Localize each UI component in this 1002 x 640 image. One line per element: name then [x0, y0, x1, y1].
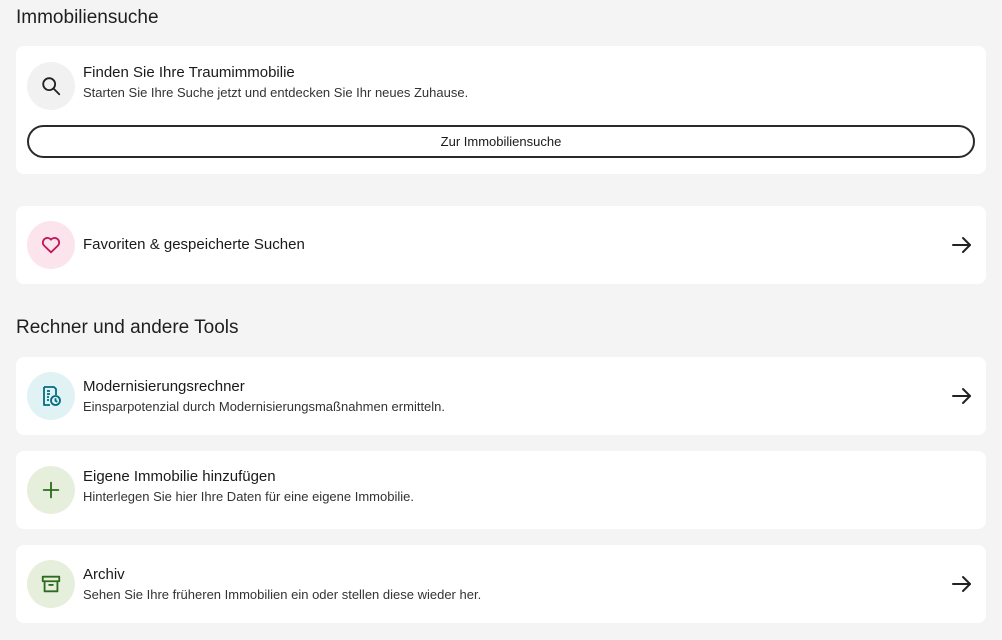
favorites-card[interactable] — [16, 206, 986, 284]
modernization-calculator-card[interactable] — [16, 357, 986, 435]
section-title-tools: Rechner und andere Tools — [16, 317, 239, 338]
plus-icon — [40, 479, 62, 501]
search-card-title: Finden Sie Ihre Traumimmobilie — [83, 64, 295, 81]
archive-card[interactable] — [16, 545, 986, 623]
search-button[interactable]: Zur Immobiliensuche — [27, 125, 975, 158]
search-icon-circle — [27, 62, 75, 110]
modernization-card-title: Modernisierungsrechner — [83, 378, 245, 395]
search-card — [16, 46, 986, 174]
section-title-immobiliensuche: Immobiliensuche — [16, 7, 159, 28]
archive-box-icon — [40, 573, 62, 595]
archive-icon-circle — [27, 560, 75, 608]
calculator-document-icon — [39, 384, 63, 408]
archive-card-title: Archiv — [83, 566, 125, 583]
modernization-card-subtitle: Einsparpotenzial durch Modernisierungsmaßnahmen ermitteln. — [83, 399, 446, 414]
add-property-card[interactable] — [16, 451, 986, 529]
arrow-right-icon[interactable] — [950, 572, 974, 596]
archive-card-subtitle: Sehen Sie Ihre früheren Immobilien ein oder stellen diese wieder her. — [83, 587, 482, 602]
heart-icon — [40, 234, 62, 256]
favorites-card-title: Favoriten & gespeicherte Suchen — [83, 236, 305, 253]
arrow-right-icon[interactable] — [950, 384, 974, 408]
add-property-card-subtitle: Hinterlegen Sie hier Ihre Daten für eine eigene Immobilie. — [83, 489, 414, 504]
calculator-icon-circle — [27, 372, 75, 420]
heart-icon-circle — [27, 221, 75, 269]
search-icon — [40, 75, 62, 97]
search-card-subtitle: Starten Sie Ihre Suche jetzt und entdecken Sie Ihr neues Zuhause. — [83, 85, 469, 100]
plus-icon-circle — [27, 466, 75, 514]
arrow-right-icon[interactable] — [950, 233, 974, 257]
add-property-card-title: Eigene Immobilie hinzufügen — [83, 468, 276, 485]
